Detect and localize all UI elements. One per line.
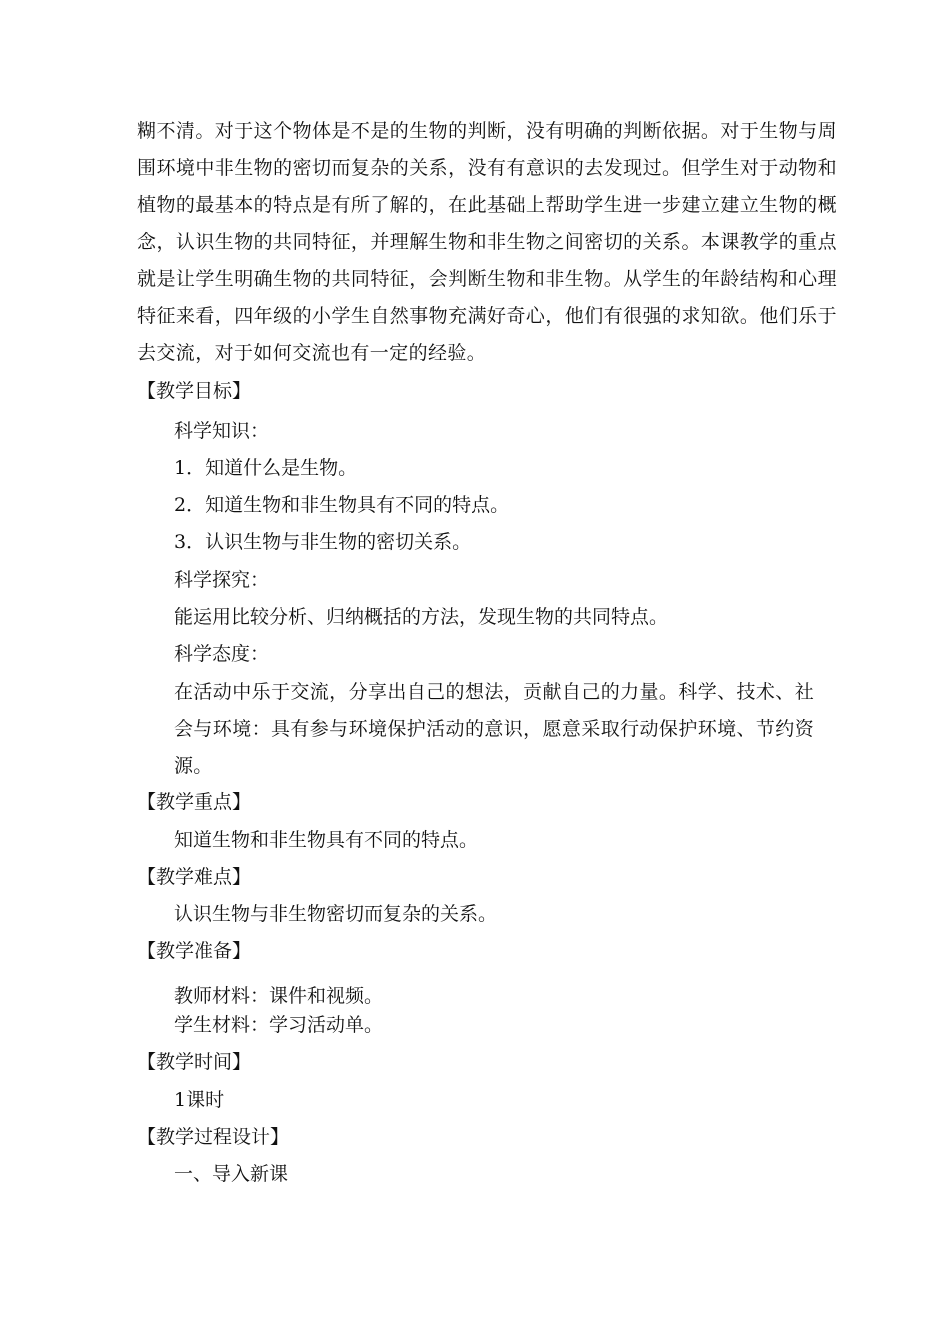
knowledge-item: 3．认识生物与非生物的密切关系。	[174, 531, 472, 553]
process-heading: 【教学过程设计】	[137, 1126, 290, 1148]
key-points-heading: 【教学重点】	[137, 791, 252, 813]
knowledge-item: 2．知道生物和非生物具有不同的特点。	[174, 494, 510, 516]
teacher-materials: 教师材料：课件和视频。	[174, 985, 384, 1007]
difficulties-text: 认识生物与非生物密切而复杂的关系。	[174, 903, 498, 925]
difficulties-heading: 【教学难点】	[137, 866, 252, 888]
time-heading: 【教学时间】	[137, 1051, 252, 1073]
time-text: 1课时	[174, 1089, 225, 1111]
knowledge-item: 1．知道什么是生物。	[174, 457, 358, 479]
key-points-text: 知道生物和非生物具有不同的特点。	[174, 829, 479, 851]
inquiry-label: 科学探究：	[174, 569, 270, 591]
intro-paragraph: 糊不清。对于这个物体是不是的生物的判断，没有明确的判断依据。对于生物与周围环境中非生物的密切而复杂的关系，没有有意识的去发现过。但学生对于动物和植物的最基本的特点是有所了解的，在此基础上帮助学生进一步建立建立生物的概念，认识生物的共同特征，并理解生物和非生物之间密切的关系。本课教学的重点就是让学生明确生物的共同特征，会判断生物和非生物。从学生的年龄结构和心理特征来看，四年级的小学生自然事物充满好奇心，他们有很强的求知欲。他们乐于去交流，对于如何交流也有一定的经验。	[137, 120, 837, 364]
process-step: 一、导入新课	[174, 1163, 289, 1185]
preparation-heading: 【教学准备】	[137, 940, 252, 962]
objectives-heading: 【教学目标】	[137, 380, 252, 402]
inquiry-text: 能运用比较分析、归纳概括的方法，发现生物的共同特点。	[174, 606, 669, 628]
attitude-text: 在活动中乐于交流，分享出自己的想法，贡献自己的力量。科学、技术、社会与环境：具有参与环境保护活动的意识，愿意采取行动保护环境、节约资源。	[174, 681, 814, 777]
attitude-label: 科学态度：	[174, 643, 270, 665]
knowledge-label: 科学知识：	[174, 420, 270, 442]
student-materials: 学生材料：学习活动单。	[174, 1014, 384, 1036]
